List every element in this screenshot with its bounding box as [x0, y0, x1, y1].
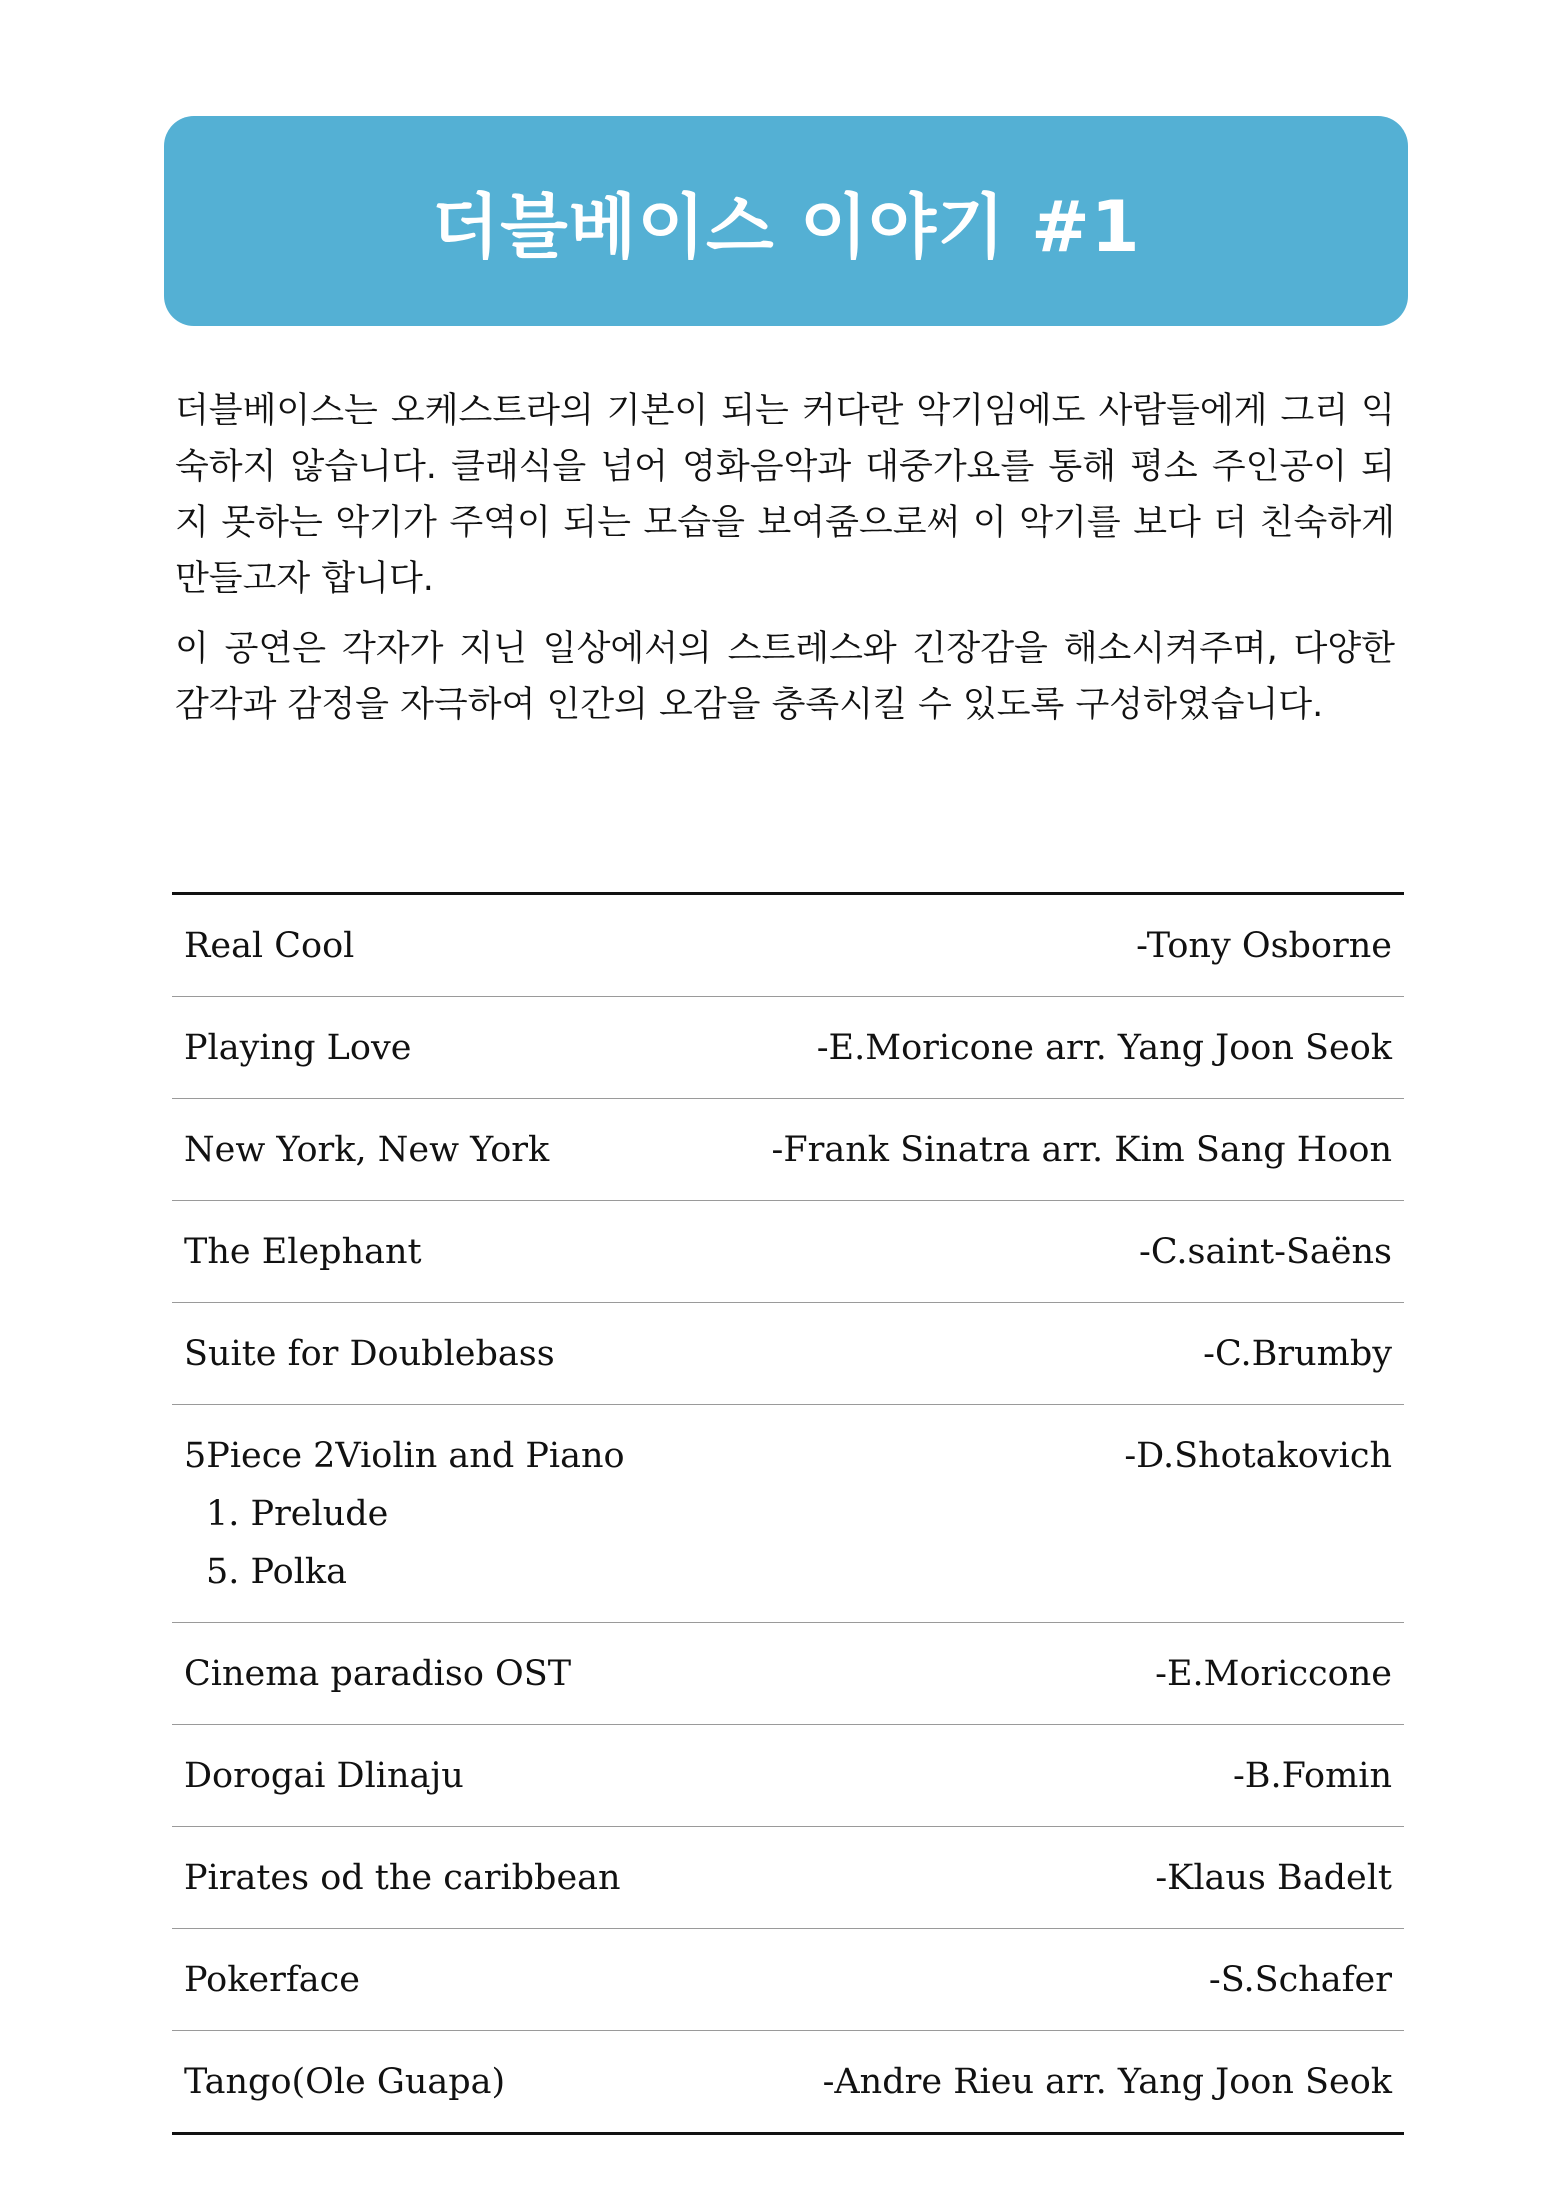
program-row — [172, 1826, 1404, 1928]
intro-paragraph-1: 더블베이스는 오케스트라의 기본이 되는 커다란 악기임에도 사람들에게 그리 익숙하지 않습니다. 클래식을 넘어 영화음악과 대중가요를 통해 평소 주인공이 되지 못하는 악기가 주역이 되는 모습을 보여줌으로써 이 악기를 보다 더 친숙하게 만들고자 합니다. — [175, 391, 1395, 599]
piece-title: Real Cool — [184, 926, 355, 966]
piece-composer: -C.Brumby — [1203, 1334, 1392, 1374]
piece-composer: -Frank Sinatra arr. Kim Sang Hoon — [771, 1130, 1392, 1170]
piece-title: 5Piece 2Violin and Piano — [184, 1436, 625, 1476]
piece-composer: -E.Moricone arr. Yang Joon Seok — [816, 1028, 1392, 1068]
title-banner — [164, 116, 1408, 326]
piece-composer: -Andre Rieu arr. Yang Joon Seok — [822, 2062, 1392, 2102]
program-row — [172, 2030, 1404, 2132]
program-row — [172, 1098, 1404, 1200]
program-row — [172, 996, 1404, 1098]
program-row — [172, 1622, 1404, 1724]
piece-block — [184, 1436, 625, 1592]
piece-title: Pokerface — [184, 1960, 360, 2000]
piece-title: Suite for Doublebass — [184, 1334, 555, 1374]
program-list — [172, 892, 1404, 2135]
piece-title: The Elephant — [184, 1232, 422, 1272]
movement-item: 5. Polka — [206, 1552, 347, 1592]
piece-composer: -Tony Osborne — [1136, 926, 1392, 966]
program-row — [172, 1302, 1404, 1404]
piece-composer: -B.Fomin — [1232, 1756, 1392, 1796]
program-row — [172, 1404, 1404, 1622]
piece-title: Pirates od the caribbean — [184, 1858, 621, 1898]
program-row — [172, 895, 1404, 996]
piece-title: Cinema paradiso OST — [184, 1654, 572, 1694]
piece-title: Dorogai Dlinaju — [184, 1756, 464, 1796]
piece-title: Playing Love — [184, 1028, 412, 1068]
intro-paragraph-2: 이 공연은 각자가 지닌 일상에서의 스트레스와 긴장감을 해소시켜주며, 다양한 감각과 감정을 자극하여 인간의 오감을 충족시킬 수 있도록 구성하였습니다. — [175, 629, 1395, 725]
piece-title: New York, New York — [184, 1130, 550, 1170]
piece-composer: -S.Schafer — [1208, 1960, 1392, 2000]
page-title: 더블베이스 이야기 #1 — [431, 185, 1141, 268]
piece-composer: -E.Moriccone — [1155, 1654, 1392, 1694]
piece-composer: -C.saint-Saëns — [1139, 1232, 1392, 1272]
program-row — [172, 1724, 1404, 1826]
program-row — [172, 1928, 1404, 2030]
piece-composer: -Klaus Badelt — [1155, 1858, 1392, 1898]
movement-item: 1. Prelude — [206, 1494, 389, 1534]
intro-text — [175, 383, 1395, 747]
piece-composer: -D.Shotakovich — [1124, 1436, 1392, 1476]
piece-title: Tango(Ole Guapa) — [184, 2062, 506, 2102]
program-row — [172, 1200, 1404, 1302]
